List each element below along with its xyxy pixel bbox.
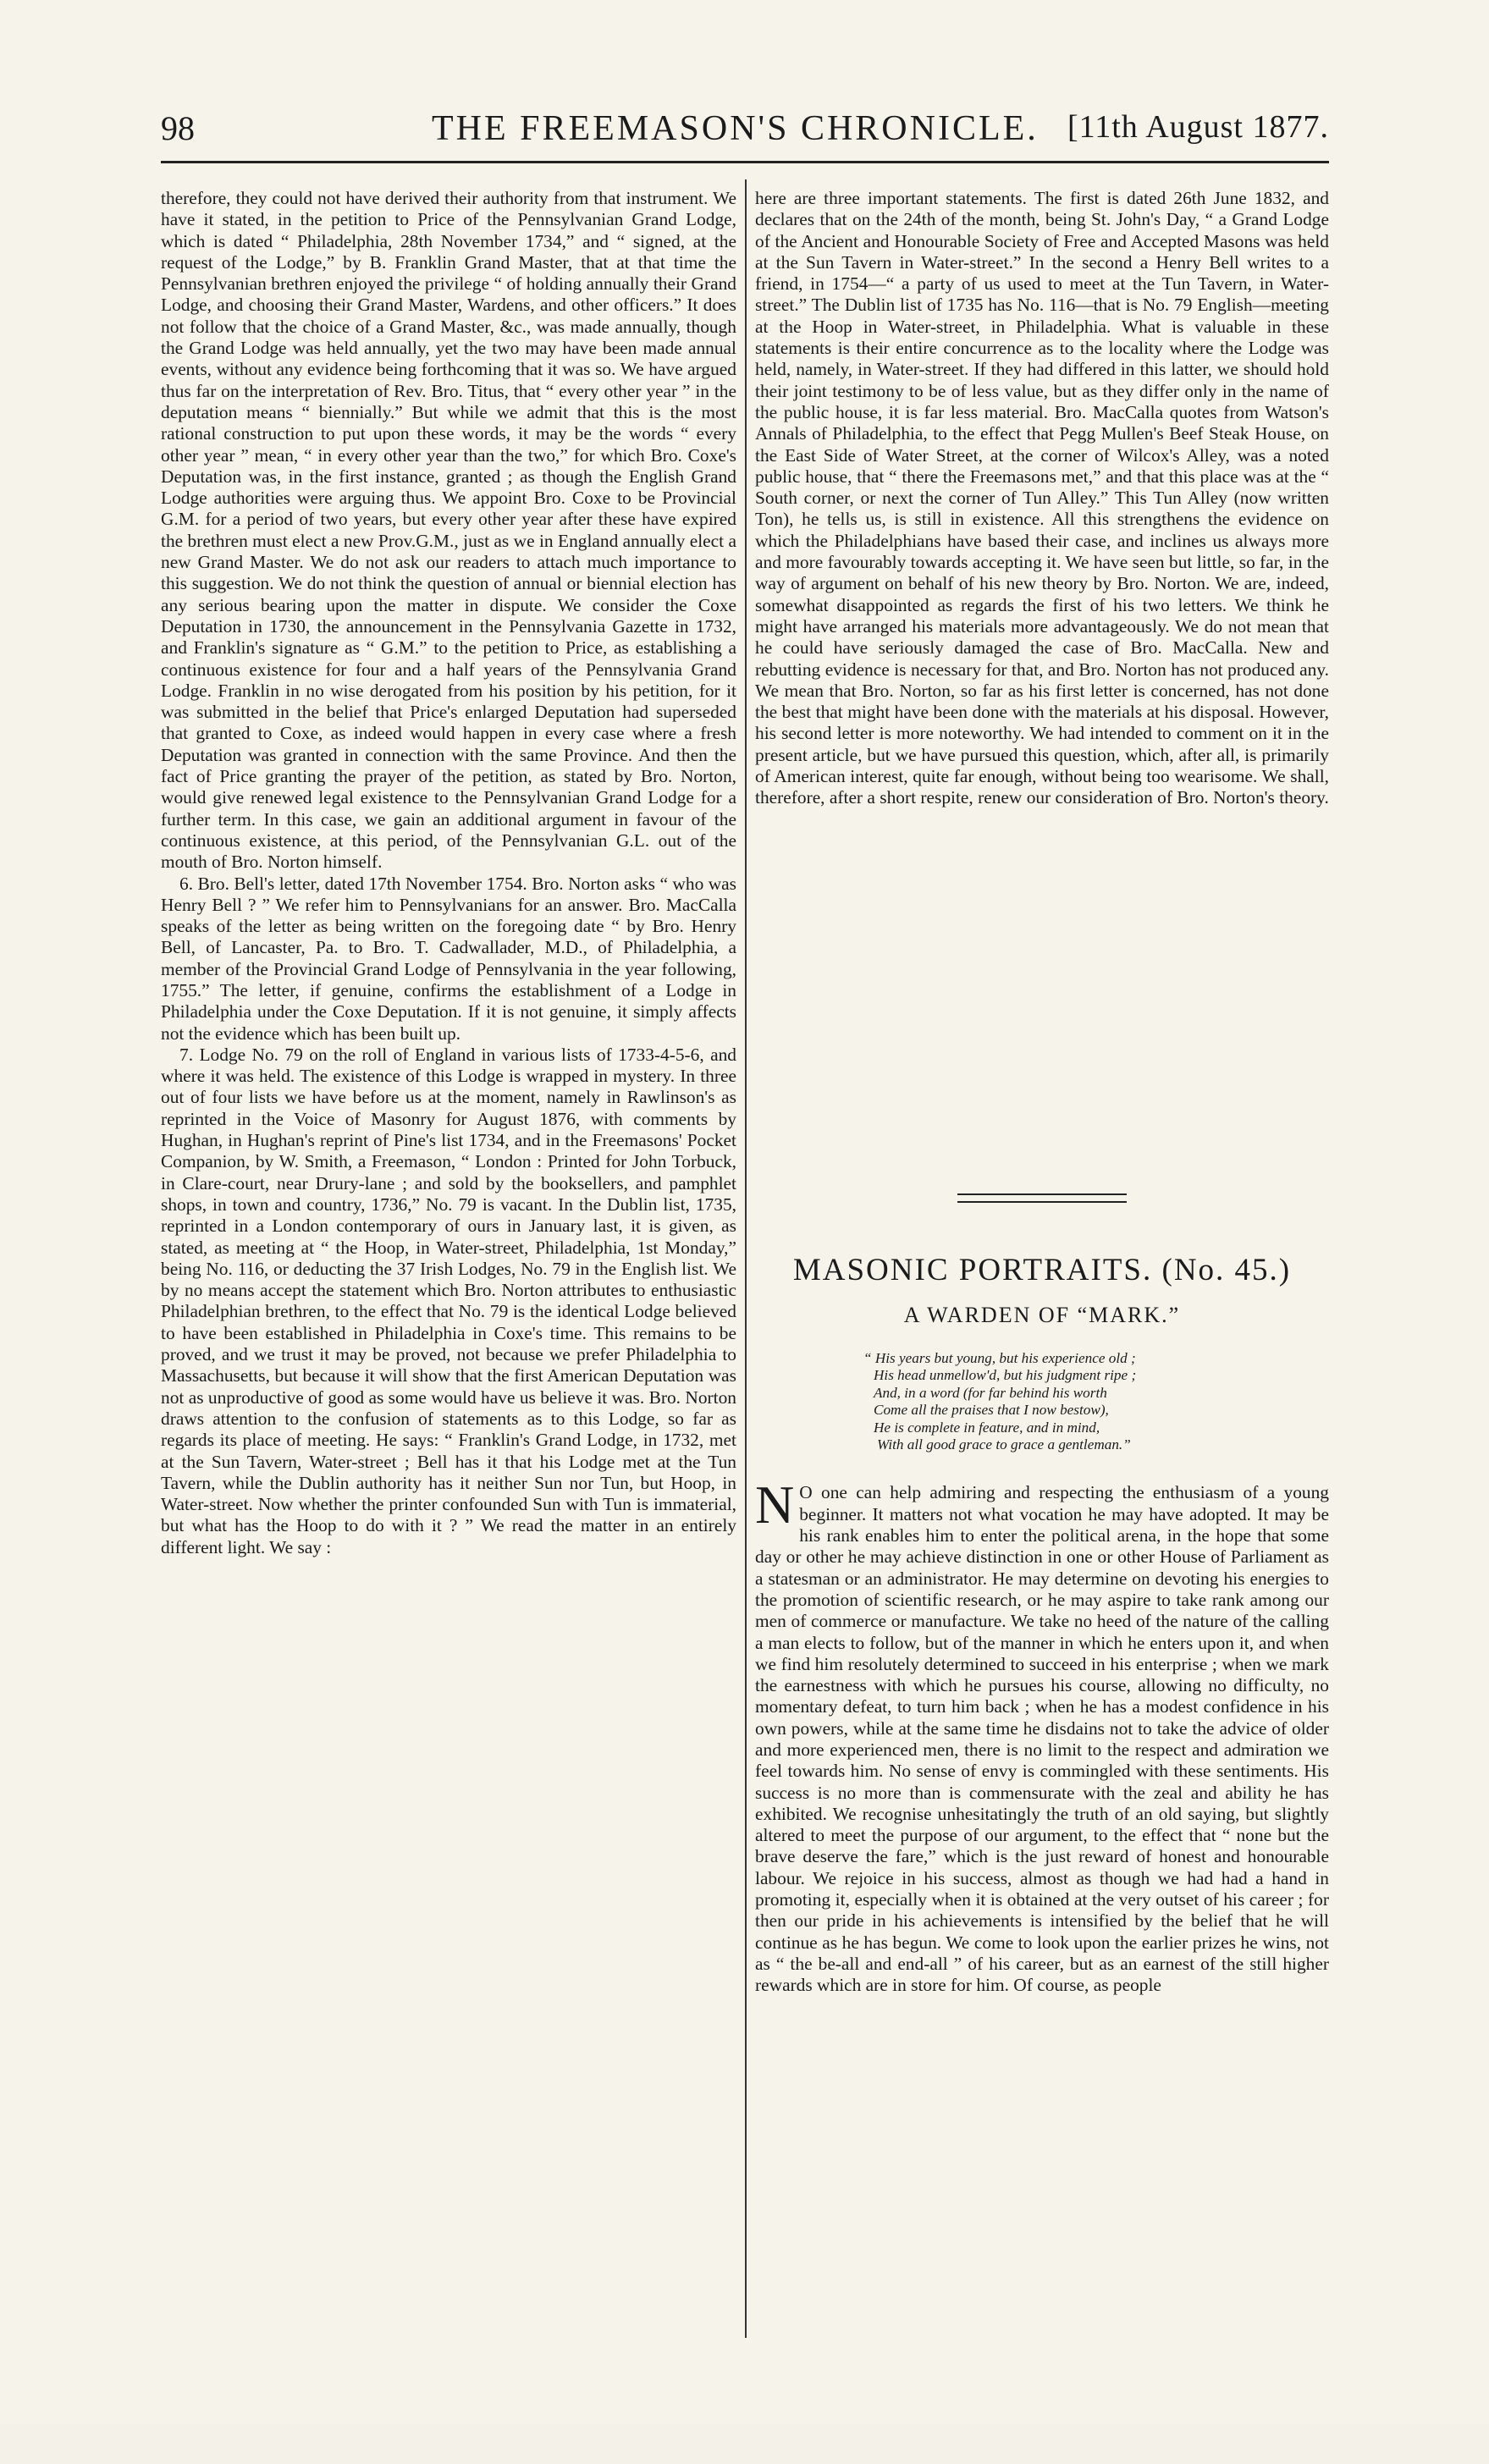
verse-line: Come all the praises that I now bestow),: [874, 1402, 1109, 1419]
left-paragraph-3: 7. Lodge No. 79 on the roll of England in various lists of 1733-4-5-6, and where it was held. The existence of this Lodge is wrapped in mystery. In three out of four lists we have before us at the moment, namely in Rawlinson's as reprinted in the Voice of Masonry for August 1876, with comments by Hughan, in Hughan's reprint of Pine's list 1734, and in the Freemasons' Pocket Companion, by W. Smith, a Freemason, “ London : Printed for John Torbuck, in Clare-court, near Drury-lane ; and sold by the booksellers, and pamphlet shops, in town and country, 1736,” No. 79 is vacant. In the Dublin list, 1735, reprinted in a London contemporary of ours in January last, it is given, as stated, as meeting at “ the Hoop, in Water-street, Philadelphia, 1st Monday,” being No. 116, or deducting the 37 Irish Lodges, No. 79 in the English list. We by no means accept the statement which Bro. Norton attributes to enthusiastic Philadelphian brethren, to the effect that No. 79 is the identical Lodge believed to have been established in Philadelphia in Coxe's time. This remains to be proved, and we trust it may be proved, not because we prefer Philadelphia to Massachusetts, but because it will show that the first American Deputation was not as unproductive of good as some would have us believe it was. Bro. Norton draws attention to the confusion of statements as to this Lodge, so far as regards its place of meeting. He says: “ Franklin's Grand Lodge, in 1732, met at the Sun Tavern, Water-street ; Bell has it that his Lodge met at the Tun Tavern, while the Dublin authority has it neither Sun nor Tun, but Hoop, in Water-street. Now whether the printer confounded Sun with Tun is immaterial, but what has the Hoop to do with it ? ” We read the matter in an entirely different light. We say :: [161, 1044, 736, 1557]
masthead-rule: [161, 161, 1329, 163]
section-separator: [957, 1193, 1127, 1203]
right-column-continuation: [755, 188, 1329, 1146]
verse-line: He is complete in feature, and in mind,: [874, 1419, 1100, 1436]
article-text: O one can help admiring and respecting the enthusiasm of a young beginner. It matters not what vocation he may have adopted. It may be his rank enables him to enter the political arena, in the hope that some day or other he may achieve distinction in one or other House of Parliament as a statesman or an administrator. He may determine on devoting his energies to the promotion of scientific research, or he may aspire to take rank among our men of commerce or manufacture. We take no heed of the nature of the calling a man elects to follow, but of the manner in which he enters upon it, and when we find him resolutely determined to succeed in his enterprise ; when we mark the earnestness with which he pursues his course, allowing no difficulty, no momentary defeat, to turn him back ; when he has a modest confidence in his own powers, while at the same time he disdains not to take the advice of older and more experienced men, there is no limit to the respect and admiration we feel towards him. No sense of envy is commingled with these sentiments. His success is no more than is commensurate with the zeal and ability he has exhibited. We recognise unhesitatingly the truth of an old saying, but slightly altered to meet the purpose of our argument, to the effect that “ none but the brave deserve the fare,” which is the just reward of honest and honourable labour. We rejoice in his success, almost as though we had had a hand in promoting it, especially when it is obtained at the very outset of his career ; for then our pride in his achievements is intensified by the belief that he will continue as he has begun. We come to look upon the earlier prizes he wins, not as “ the be-all and end-all ” of his career, but as an earnest of the still higher rewards which are in store for him. Of course, as people: [755, 1482, 1329, 1996]
left-column: [161, 188, 736, 2355]
article-title: MASONIC PORTRAITS. (No. 45.): [792, 1253, 1292, 1287]
column-divider: [745, 179, 747, 2338]
verse-line: With all good grace to grace a gentleman.”: [877, 1436, 1131, 1453]
verse-line: “ His years but young, but his experience old ;: [863, 1350, 1136, 1366]
right-paragraph-1: here are three important statements. The first is dated 26th June 1832, and declares that on the 24th of the month, being St. John's Day, “ a Grand Lodge of the Ancient and Honourable Society of Free and Accepted Masons was held at the Sun Tavern in Water-street.” In the second a Henry Bell writes to a friend, in 1754—“ a party of us used to meet at the Tun Tavern, in Water-street.” The Dublin list of 1735 has No. 116—that is No. 79 English—meeting at the Hoop in Water-street, in Philadelphia. What is valuable in these statements is their entire concurrence as to the locality where the Lodge was held, namely, in Water-street. If they had differed in this latter, we should hold their joint testimony to be of less value, but as they differ only in the name of the public house, it is far less material. Bro. MacCalla quotes from Watson's Annals of Philadelphia, to the effect that Pegg Mullen's Beef Steak House, on the East Side of Water Street, at the corner of Wilcox's Alley, was a noted public house, that “ there the Freemasons met,” and that this place was at the “ South corner, or next the corner of Tun Alley.” This Tun Alley (now written Ton), he tells us, is still in existence. All this strengthens the evidence on which the Philadelphians have based their case, and inclines us always more and more favourably towards accepting it. We have seen but little, so far, in the way of argument on behalf of his new theory by Bro. Norton. We are, indeed, somewhat disappointed as regards the first of his two letters. We think he might have arranged his materials more advantageously. We do not mean that he could have seriously damaged the case of Bro. MacCalla. New and rebutting evidence is necessary for that, and Bro. Norton has not produced any. We mean that Bro. Norton, so far as his first letter is concerned, has not done the best that might have been done with the materials at his disposal. However, his second letter is more noteworthy. We had intended to comment on it in the present article, but we have pursued this question, which, after all, is primarily of American interest, quite far enough, without being too wearisome. We shall, therefore, after a short respite, renew our consideration of Bro. Norton's theory.: [755, 188, 1329, 808]
masthead: [161, 108, 1329, 159]
epigraph-verse: [863, 1350, 1329, 1453]
right-column: [755, 188, 1329, 2464]
issue-date: [11th August 1877.: [1067, 109, 1329, 145]
article-subtitle: A WARDEN OF “MARK.”: [903, 1303, 1181, 1327]
verse-line: His head unmellow'd, but his judgment ripe ;: [874, 1367, 1137, 1384]
left-paragraph-1: therefore, they could not have derived their authority from that instrument. We have it stated, in the petition to Price of the Pennsylvanian Grand Lodge, which is dated “ Philadelphia, 28th November 1734,” and “ signed, at the request of the Lodge,” by B. Franklin Grand Master, that at that time the Pennsylvanian brethren enjoyed the privilege “ of holding annually their Grand Lodge, and choosing their Grand Master, Wardens, and other officers.” It does not follow that the choice of a Grand Master, &c., was made annually, though the Grand Lodge was held annually, yet the two may have been made annual events, without any evidence being forthcoming that it was so. We have argued thus far on the interpretation of Rev. Bro. Titus, that “ every other year ” in the deputation means “ biennially.” But while we admit that this is the most rational construction to put upon these words, it may be the words “ every other year ” mean, “ in every other year than the two,” for which Bro. Coxe's Deputation was, in the first instance, granted ; as though the English Grand Lodge authorities were arguing thus. We appoint Bro. Coxe to be Provincial G.M. for a period of two years, but every other year after these have expired the brethren must elect a new Prov.G.M., just as we in England annually elect a new Grand Master. We do not ask our readers to attach much importance to this suggestion. We do not think the question of annual or biennial election has any serious bearing upon the matter in dispute. We consider the Coxe Deputation in 1730, the announcement in the Pennsylvania Gazette in 1732, and Franklin's signature as “ G.M.” to the petition to Price, as establishing a continuous existence for four and a half years of the Pennsylvania Grand Lodge. Franklin in no wise derogated from his position by his petition, for it was submitted in the belief that Price's enlarged Deputation had superseded that granted to Coxe, as indeed would happen in every case where a fresh Deputation was granted in connection with the same Province. And then the fact of Price granting the prayer of the petition, as stated by Bro. Norton, would give renewed legal existence to the Pennsylvanian Grand Lodge for a further term. In this case, we gain an additional argument in favour of the continuous existence, at this period, of the Pennsylvanian G.L. out of the mouth of Bro. Norton himself.: [161, 188, 736, 873]
drop-cap: N: [755, 1482, 795, 1535]
article-body: [755, 1482, 1329, 2464]
verse-line: And, in a word (for far behind his worth: [874, 1384, 1107, 1401]
page-number: 98: [161, 109, 195, 147]
newspaper-title: THE FREEMASON'S CHRONICLE.: [432, 109, 1039, 148]
left-paragraph-2: 6. Bro. Bell's letter, dated 17th November 1754. Bro. Norton asks “ who was Henry Bell ? ” We refer him to Pennsylvanians for an answer. Bro. MacCalla speaks of the letter as being written on the foregoing date “ by Bro. Henry Bell, of Lancaster, Pa. to Bro. T. Cadwallader, M.D., of Philadelphia, a member of the Provincial Grand Lodge of Pennsylvania in the year following, 1755.” The letter, if genuine, confirms the establishment of a Lodge in Philadelphia under the Coxe Deputation. If it is not genuine, it simply affects not the evidence which has been built up.: [161, 873, 736, 1044]
